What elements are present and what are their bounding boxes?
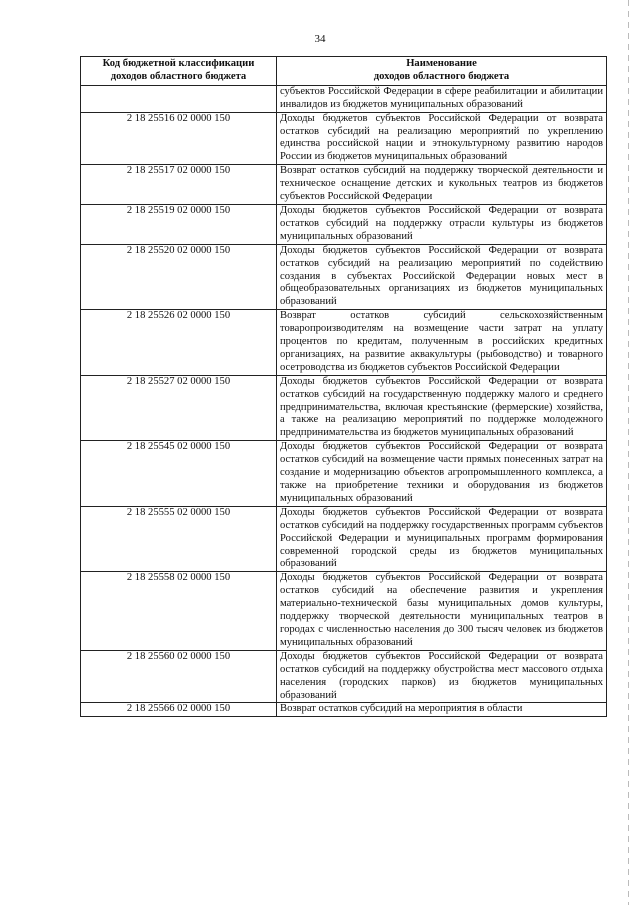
- row-name: Доходы бюджетов субъектов Российской Федерации от возврата остатков субсидий на реализацию мероприятий по содействию создания в субъектах Российской Федерации новых мест в общеобразовательных организациях из бюджетов муниципальных образований: [277, 244, 607, 310]
- row-code: 2 18 25566 02 0000 150: [81, 703, 277, 717]
- table-row: [81, 204, 607, 244]
- row-code: 2 18 25527 02 0000 150: [81, 375, 277, 441]
- row-name: Доходы бюджетов субъектов Российской Федерации от возврата остатков субсидий на возмещение части прямых понесенных затрат на создание и модернизацию объектов агропромышленного комплекса, а также на приобретение техники и оборудования из бюджетов муниципальных образований: [277, 441, 607, 507]
- row-name: Возврат остатков субсидий сельскохозяйственным товаропроизводителям на возмещение части затрат на уплату процентов по кредитам, полученным в российских кредитных организациях, на развитие аквакультуры (рыбоводство) и товарного осетроводства из бюджетов субъектов Российской Федерации: [277, 310, 607, 376]
- row-name: Возврат остатков субсидий на мероприятия в области: [277, 703, 607, 717]
- table-row: [81, 310, 607, 376]
- table-row: [81, 244, 607, 310]
- row-code: 2 18 25555 02 0000 150: [81, 506, 277, 572]
- header-name-line: Наименование: [406, 58, 477, 69]
- row-name: Доходы бюджетов субъектов Российской Федерации от возврата остатков субсидий на реализацию мероприятий по укреплению единства российской нации и этнокультурному развитию народов России из бюджетов муниципальных образований: [277, 112, 607, 165]
- row-code: 2 18 25545 02 0000 150: [81, 441, 277, 507]
- row-name: Доходы бюджетов субъектов Российской Федерации от возврата остатков субсидий на поддержку отрасли культуры из бюджетов муниципальных образований: [277, 204, 607, 244]
- row-code: 2 18 25560 02 0000 150: [81, 650, 277, 703]
- row-name: Возврат остатков субсидий на поддержку творческой деятельности и техническое оснащение детских и кукольных театров из бюджетов субъектов Российской Федерации: [277, 165, 607, 205]
- row-code: 2 18 25517 02 0000 150: [81, 165, 277, 205]
- table-row: [81, 375, 607, 441]
- budget-classification-table: [80, 56, 607, 717]
- row-name: Доходы бюджетов субъектов Российской Федерации от возврата остатков субсидий на поддержку обустройства мест массового отдыха населения (городских парков) из бюджетов муниципальных образований: [277, 650, 607, 703]
- row-name: Доходы бюджетов субъектов Российской Федерации от возврата остатков субсидий на обеспечение развития и укрепления материально-технической базы муниципальных домов культуры, поддержку творческой деятельности муниципальных театров в городах с численностью населения до 300 тысяч человек из бюджетов муниципальных образований: [277, 572, 607, 650]
- page-number: 34: [314, 33, 326, 45]
- header-code-line: Код бюджетной классификации: [102, 58, 255, 69]
- table-row: [81, 650, 607, 703]
- row-name: субъектов Российской Федерации в сфере реабилитации и абилитации инвалидов из бюджетов муниципальных образований: [277, 85, 607, 112]
- header-name-line: доходов областного бюджета: [373, 70, 510, 82]
- row-code: 2 18 25526 02 0000 150: [81, 310, 277, 376]
- header-code-line: доходов областного бюджета: [110, 70, 247, 82]
- row-code: 2 18 25558 02 0000 150: [81, 572, 277, 650]
- header-code: [81, 57, 277, 86]
- table-row: [81, 112, 607, 165]
- header-name: [277, 57, 607, 86]
- row-name: Доходы бюджетов субъектов Российской Федерации от возврата остатков субсидий на поддержку государственных программ субъектов Российской Федерации и муниципальных программ формирования современной городской среды из бюджетов муниципальных образований: [277, 506, 607, 572]
- table-row: [81, 572, 607, 650]
- table-row: [81, 85, 607, 112]
- row-code: 2 18 25520 02 0000 150: [81, 244, 277, 310]
- table-row: [81, 165, 607, 205]
- table-header-row: [81, 57, 607, 86]
- row-name: Доходы бюджетов субъектов Российской Федерации от возврата остатков субсидий на государственную поддержку малого и среднего предпринимательства, включая крестьянские (фермерские) хозяйства, а также на реализацию мероприятий по поддержке молодежного предпринимательства из бюджетов муниципальных образований: [277, 375, 607, 441]
- row-code: [81, 85, 277, 112]
- scan-edge-line: [628, 0, 629, 905]
- row-code: 2 18 25516 02 0000 150: [81, 112, 277, 165]
- table-row: [81, 703, 607, 717]
- table-row: [81, 506, 607, 572]
- table-row: [81, 441, 607, 507]
- row-code: 2 18 25519 02 0000 150: [81, 204, 277, 244]
